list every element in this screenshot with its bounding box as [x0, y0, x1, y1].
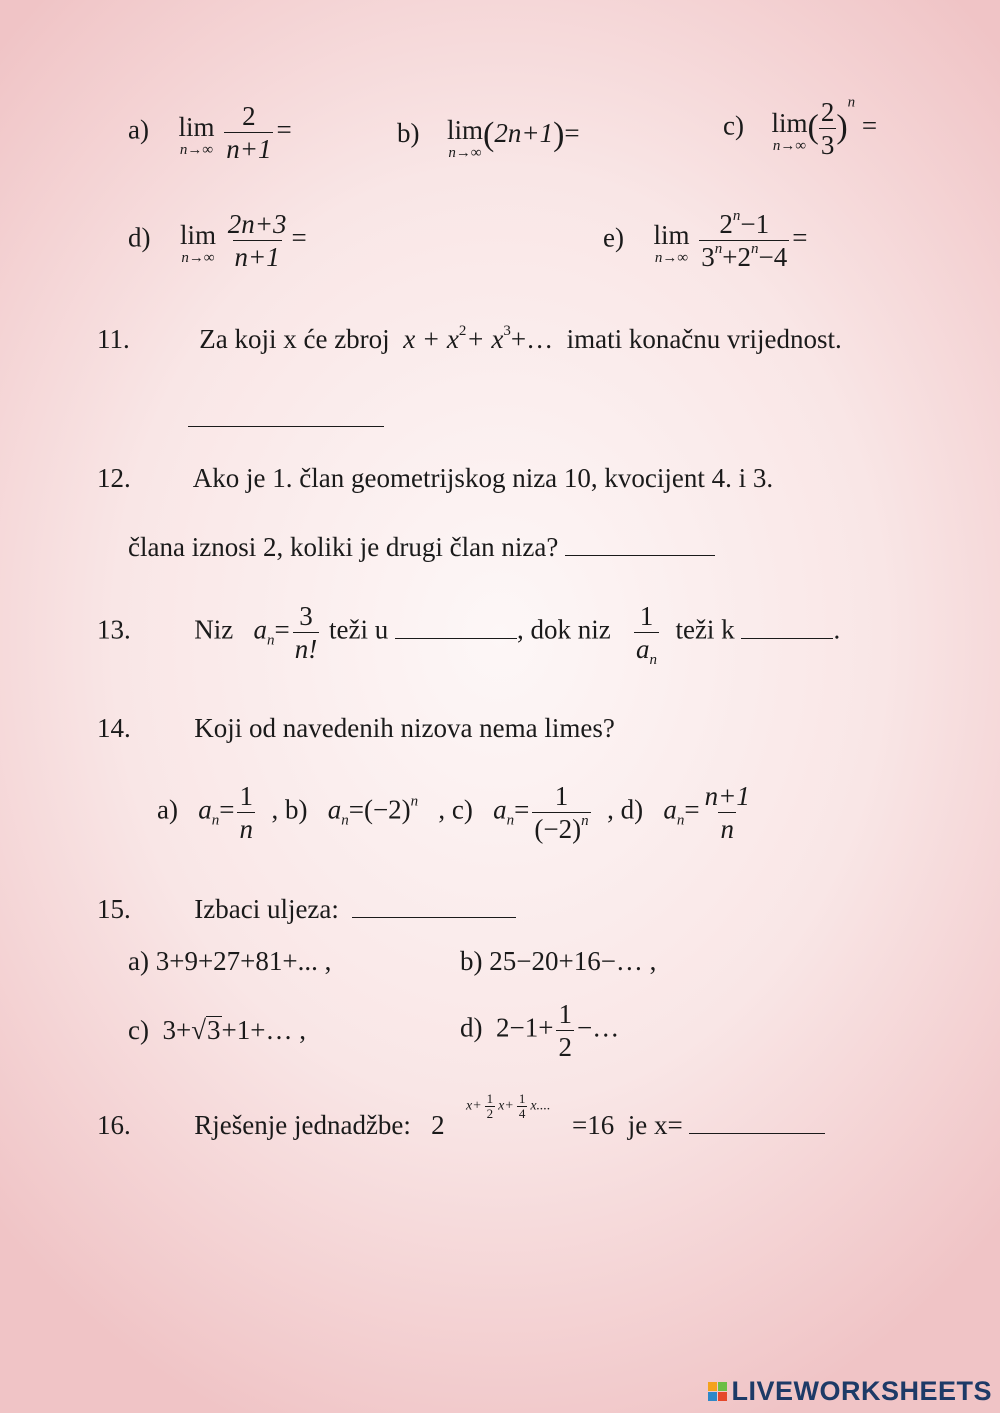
label: c)	[723, 110, 744, 141]
limit: lim n→∞	[180, 219, 217, 266]
question-13: 13. Niz $a_n=$ $\frac{3}{n!}$ teži u , dok niz $\frac{1}{a_n}$ teži k .	[97, 601, 841, 668]
question-number: 14.	[97, 713, 131, 743]
fraction: $\frac{1}{2}$	[558, 999, 572, 1062]
exponent-16: x+ $\frac{1}{2}$ x+ $\frac{1}{4}$ x....	[466, 1091, 551, 1121]
question-14: 14. Koji od navedenih nizova nema limes?	[97, 713, 615, 743]
question-11: 11. Za koji x će zbroj $x + x^2+$ $x^3+\dots$ imati konačnu vrijednost.	[97, 323, 842, 354]
question-number: 13.	[97, 614, 131, 645]
option-15b: b) 25−20+16−… ,	[460, 946, 657, 976]
option-15d: d) 2−1+ $\frac{1}{2}$ −…	[460, 999, 620, 1062]
fraction: $\frac{3}{n!}$	[294, 601, 318, 664]
question-number: 15.	[97, 894, 131, 924]
question-number: 16.	[97, 1110, 131, 1140]
limit: lim n→∞	[447, 115, 484, 161]
label: a)	[128, 114, 149, 145]
question-number: 11.	[97, 324, 130, 354]
label: b)	[397, 118, 420, 149]
fraction: $\frac{1}{n}$	[239, 781, 253, 844]
task-c: c) lim n→∞ ( $\frac{2}{3}$ )$^n$ =	[723, 94, 878, 160]
label: e)	[603, 222, 624, 253]
question-number: 12.	[97, 463, 131, 493]
question-12: 12. Ako je 1. član geometrijskog niza 10, kvocijent 4. i 3.	[97, 463, 774, 493]
fraction: $\frac{2^n-1}{3^n+2^n-4}$	[701, 208, 788, 272]
limit: lim n→∞	[653, 219, 690, 266]
answer-blank-13b[interactable]	[741, 616, 833, 639]
task-a: a) lim n→∞ $\frac{2}{n+1}$ =	[128, 101, 292, 164]
logo-text: LIVEWORKSHEETS	[731, 1376, 992, 1406]
fraction: $\frac{2n+3}{n+1}$	[227, 209, 287, 272]
fraction: $\frac{n+1}{n}$	[704, 781, 750, 844]
answer-blank-11[interactable]	[188, 404, 384, 432]
option-15a: a) 3+9+27+81+... ,	[128, 946, 332, 976]
answer-blank-16[interactable]	[689, 1111, 825, 1134]
liveworksheets-logo	[708, 1376, 992, 1407]
option-15c: c) 3+√3+1+… ,	[128, 1015, 307, 1045]
task-d: d) lim n→∞ $\frac{2n+3}{n+1}$ =	[128, 209, 307, 272]
task-e: e) lim n→∞ $\frac{2^n-1}{3^n+2^n-4}$ =	[603, 208, 808, 272]
limit: lim n→∞	[771, 107, 808, 154]
question-16-rhs: =16 je x=	[572, 1110, 825, 1141]
question-14-options: a) $a_n=$ $\frac{1}{n}$ , b) $a_n=(-2)^n$ , c) $a_n=$ $\frac{1}{(-2)^n}$ , d) $a_n=$ $\frac{n+1}{n}$	[157, 781, 750, 844]
fraction: $\frac{1}{a_n}$	[635, 601, 657, 668]
logo-mark-icon	[708, 1382, 727, 1401]
answer-blank-13a[interactable]	[395, 616, 517, 639]
question-12-line2: člana iznosi 2, koliki je drugi član niza?	[128, 532, 715, 563]
fraction: $\frac{1}{(-2)^n}$	[534, 781, 589, 844]
fraction: $\frac{2}{n+1}$	[226, 101, 272, 164]
limit: lim n→∞	[178, 111, 215, 158]
task-b: b) lim n→∞ (2n+1)=	[397, 115, 580, 161]
answer-blank-12[interactable]	[565, 533, 715, 556]
fraction: $\frac{2}{3}$	[820, 97, 835, 160]
question-16: 16. Rješenje jednadžbe: 2	[97, 1110, 445, 1140]
question-15: 15. Izbaci uljeza:	[97, 894, 516, 925]
label: d)	[128, 222, 151, 253]
answer-blank-15[interactable]	[352, 895, 516, 918]
